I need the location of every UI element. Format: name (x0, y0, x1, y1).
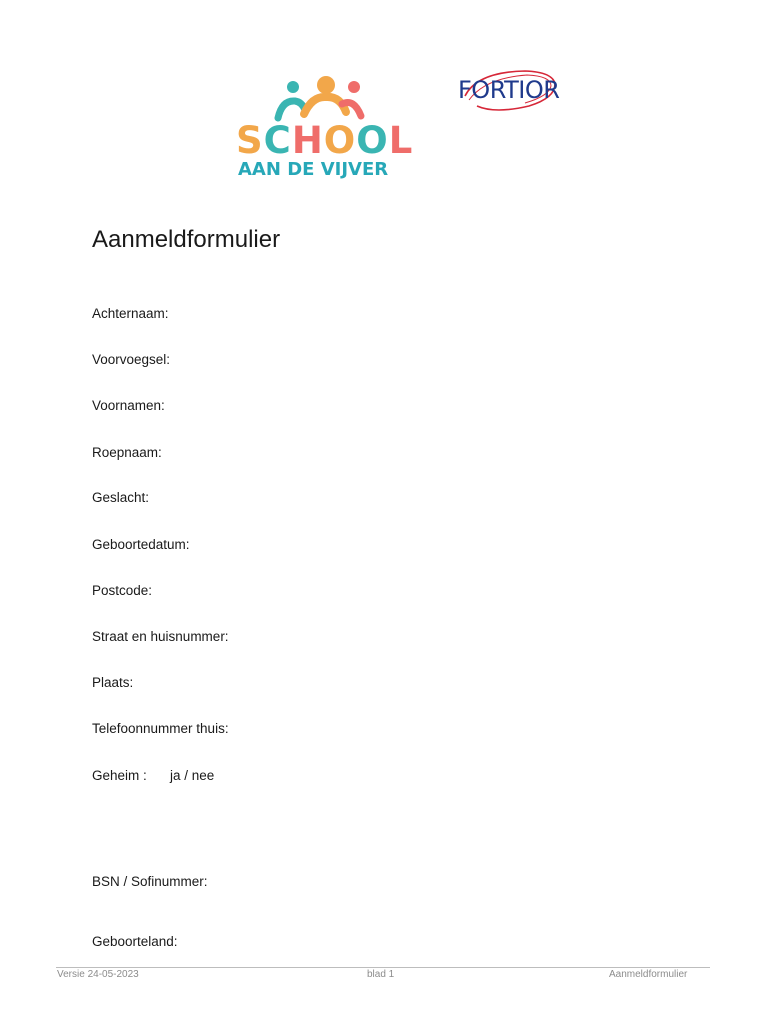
field-voornamen (92, 398, 165, 413)
footer-document-name: Aanmeldformulier (609, 969, 688, 980)
school-letter: O (356, 119, 389, 162)
school-letter: S (236, 119, 264, 162)
field-achternaam (92, 306, 169, 321)
school-letter: C (263, 119, 292, 162)
field-label: Geboorteland: (92, 934, 178, 949)
field-roepnaam (92, 445, 162, 460)
field-label: Postcode: (92, 583, 153, 598)
field-label: Telefoonnummer thuis: (92, 721, 229, 736)
field-label: Straat en huisnummer: (92, 629, 229, 644)
field-geslacht (92, 490, 149, 505)
field-geboorteland (92, 934, 178, 949)
footer-version: Versie 24-05-2023 (57, 969, 139, 980)
school-letter: O (323, 119, 357, 162)
children-figures-icon (274, 74, 366, 124)
fortior-wordmark: FORTIOR (458, 76, 560, 104)
field-label: Roepnaam: (92, 445, 162, 460)
field-label: Achternaam: (92, 306, 169, 321)
school-subtitle: AAN DE VIJVER (238, 159, 389, 180)
field-voorvoegsel (92, 352, 170, 367)
fortior-logo (455, 66, 565, 116)
field-plaats (92, 675, 133, 690)
field-label: Geheim : (92, 768, 147, 783)
footer-divider (56, 967, 710, 968)
field-label: Voorvoegsel: (92, 352, 171, 367)
field-postcode (92, 583, 152, 598)
field-straat-huisnummer (92, 629, 229, 644)
form-title: Aanmeldformulier (92, 226, 281, 253)
field-telefoonnummer-thuis (92, 721, 229, 736)
field-geboortedatum (92, 537, 190, 552)
field-geheim (92, 768, 215, 783)
school-word (236, 119, 414, 162)
field-label: Voornamen: (92, 398, 165, 413)
field-label: Geboortedatum: (92, 537, 190, 552)
school-aan-de-vijver-logo (236, 72, 414, 184)
field-label: Plaats: (92, 675, 134, 690)
school-letter: H (291, 119, 324, 162)
field-label: BSN / Sofinummer: (92, 874, 208, 889)
field-label: Geslacht: (92, 490, 150, 505)
footer-page-number: blad 1 (367, 969, 395, 980)
field-geheim-options: ja / nee (170, 768, 215, 783)
field-bsn-sofinummer (92, 874, 208, 889)
school-letter: L (388, 119, 414, 162)
